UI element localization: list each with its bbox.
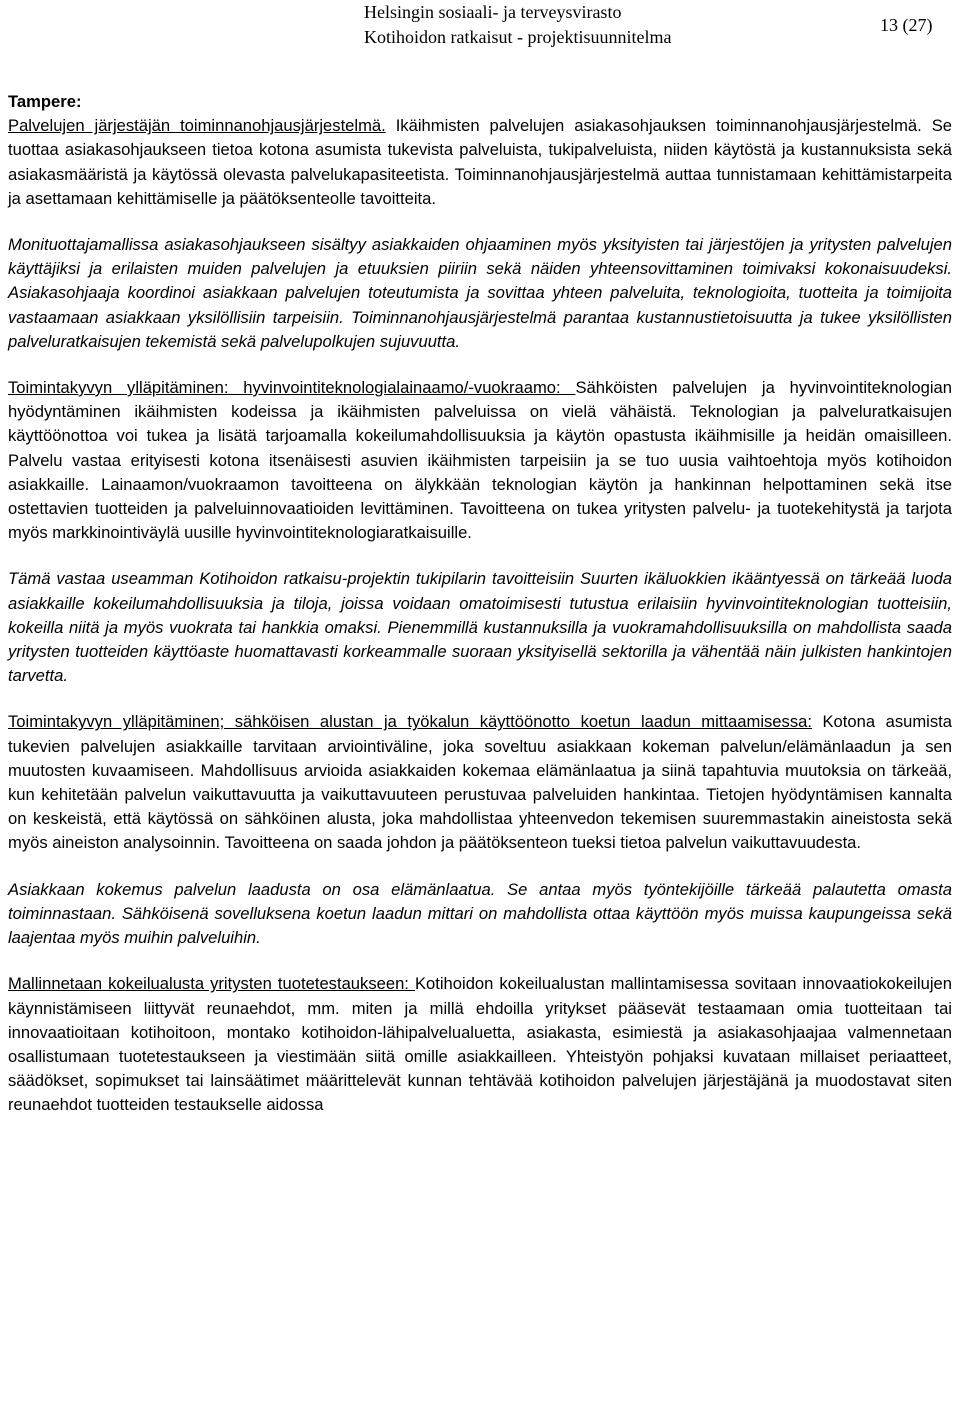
- paragraph-text: Sähköisten palvelujen ja hyvinvointiteknologian hyödyntäminen ikäihmisten kodeissa ja ikäihmisten palveluissa on vielä vähäistä. Teknologian ja palveluratkaisujen käyttöönottoa voi tukea ja lisätä tarjoamalla kokeilumahdollisuuksia ja käytön opastusta ikäihmisille ja heidän omaisilleen. Palvelu vastaa erityisesti kotona itsenäisesti asuvien ikäihmisten tarpeisiin ja se tuo uusia vaihtoehtoja myös kotihoidon asiakkaille. Lainaamon/vuokraamon tavoitteena on älykkään teknologian käytön ja hankinnan helpottaminen sekä itse ostettavien tuotteiden ja palveluinnovaatioiden levittäminen. Tavoitteena on tukea yritysten palvelu- ja tuotekehitystä ja tarjota myös markkinointiväylä uusille hyvinvointiteknologiaratkaisuille.: [8, 378, 953, 543]
- header-organization: Helsingin sosiaali- ja terveysvirasto: [364, 2, 622, 22]
- paragraph-asiakaskokemus: Asiakkaan kokemus palvelun laadusta on osa elämänlaatua. Se antaa myös työntekijöille tärkeää palautetta omasta toiminnastaan. Sähköisenä sovelluksena koetun laadun mittari on mahdollista ottaa käyttöön myös muissa kaupungeissa sekä laajentaa myös muihin palveluihin.: [8, 879, 952, 948]
- paragraph-kokeilualusta: [8, 972, 952, 1117]
- paragraph-toiminnanohjaus: [8, 114, 952, 211]
- document-body: [8, 90, 952, 1140]
- underlined-heading: Toimintakyvyn ylläpitäminen: hyvinvointiteknologialainaamo/-vuokraamo:: [8, 378, 576, 398]
- underlined-heading: Palvelujen järjestäjän toiminnanohjausjärjestelmä.: [8, 116, 386, 136]
- header-title-block: [364, 0, 671, 50]
- paragraph-tukipilari: Tämä vastaa useamman Kotihoidon ratkaisu-projektin tukipilarin tavoitteisiin Suurten ikäluokkien ikääntyessä on tärkeää luoda asiakkaille kokeilumahdollisuuksia ja tiloja, joissa voidaan omatoimisesti tutustua erilaisiin hyvinvointiteknologian tuotteisiin, kokeilla niitä ja myös vuokrata tai hankkia omaksi. Pienemmillä kustannuksilla ja vuokramahdollisuuksilla on mahdollista saada yritysten tuotteiden käyttöaste huomattavasti korkeammalle suoraan yksityisellä sektorilla ja vähentää näin julkisten hankintojen tarvetta.: [8, 569, 952, 686]
- region-heading: Tampere:: [8, 92, 82, 111]
- page-number: 13 (27): [880, 15, 933, 35]
- page-header: [0, 0, 960, 60]
- paragraph-text: Ikäihmisten palvelujen asiakasohjauksen toiminnanohjausjärjestelmä. Se tuottaa asiakasohjaukseen tietoa kotona asumista tukevista palveluista, tukipalveluista, niiden käytöstä ja kustannuksista sekä asiakasmääristä ja käytössä olevasta palvelukapasiteetista. Toiminnanohjausjärjestelmä auttaa tunnistamaan kehittämistarpeita ja asettamaan kehittämiselle ja päätöksenteolle tavoitteita.: [8, 116, 952, 208]
- paragraph-monituottajamalli: Monituottajamallissa asiakasohjaukseen sisältyy asiakkaiden ohjaaminen myös yksityisten tai järjestöjen ja yritysten palvelujen käyttäjiksi ja erilaisten muiden palvelujen ja etuuksien piiriin sekä näiden yhteensovittaminen toimivaksi kokonaisuudeksi. Asiakasohjaaja koordinoi asiakkaan palvelujen toteutumista ja sovittaa yhteen palveluita, teknologioita, tuotteita ja toimijoita vastaamaan asiakkaan yksilöllisiin tarpeisiin. Toiminnanohjausjärjestelmä parantaa kustannustietoisuutta ja tukee yksilöllisten palveluratkaisujen tekemistä sekä palvelupolkujen sujuvuutta.: [8, 235, 952, 351]
- underlined-heading: Toimintakyvyn ylläpitäminen; sähköisen alustan ja työkalun käyttöönotto koetun laadun mittaamisessa:: [8, 712, 812, 732]
- paragraph-koettu-laatu: [8, 710, 952, 855]
- paragraph-text: Kotona asumista tukevien palvelujen asiakkaille tarvitaan arviointiväline, joka soveltuu asiakkaan kokeman palvelun/elämänlaadun ja sen muutosten kuvaamiseen. Mahdollisuus arvioida asiakkaiden kokemaa elämänlaatua ja siinä tapahtuvia muutoksia on tärkeää, kun kehitetään palvelun vaikuttavuutta ja vaikuttavuuteen perustuvaa palveluiden hankintaa. Tietojen hyödyntämisen kannalta on keskeistä, että käytössä on sähköinen alusta, joka mahdollistaa yhteenvedon tekemisen suuremmastakin aineistosta sekä myös aineiston analysoinnin. Tavoitteena on saada johdon ja päätöksenteon tueksi tietoa palvelun vaikuttavuudesta.: [8, 712, 952, 853]
- paragraph-text: Kotihoidon kokeilualustan mallintamisessa sovitaan innovaatiokokeilujen käynnistämiseen liittyvät reunaehdot, mm. miten ja millä ehdoilla yritykset pääsevät testaamaan omia tuotteitaan tai innovaatioitaan kotihoitoon, montako kotihoidon-lähipalvelualuetta, asiakasta, esimiestä ja asiakasohjaajaa valmennetaan osallistumaan tuotetestaukseen ja viestimään siitä omille asiakkailleen. Yhteistyön pohjaksi kuvataan millaiset periaatteet, säädökset, sopimukset tai lainsäätimet määrittelevät kunnan tehtävää kotihoidon palvelujen järjestäjänä ja muodostavat siten reunaehdot tuotteiden testaukselle aidossa: [8, 974, 952, 1115]
- underlined-heading: Mallinnetaan kokeilualusta yritysten tuotetestaukseen:: [8, 974, 415, 994]
- paragraph-lainaamo: [8, 376, 952, 545]
- header-document-title: Kotihoidon ratkaisut - projektisuunnitelma: [364, 27, 672, 47]
